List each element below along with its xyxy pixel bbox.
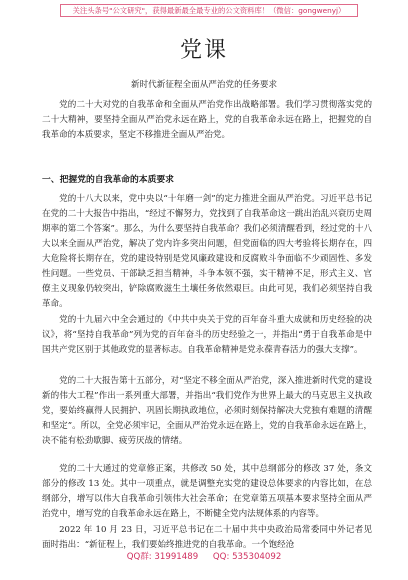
page-subtitle: 新时代新征程全面从严治党的任务要求 xyxy=(130,80,278,90)
paragraph-date: 2022 年 10 月 23 日，习近平总书记在二十届中共中央政治局常委同中外记者见面时指出：“新征程上，我们要始终推进党的自我革命。一个饱经沧 xyxy=(42,525,372,550)
paragraph-constitution: 党的二十大通过的党章修正案，共修改 50 处，其中总纲部分的修改 37 处，条文部分的修改 13 处。其中一项重点，就是调整充实党的建设总体要求的内容比如，在总纲部分，增写以伟大自我革命引领伟大社会革命；在党章第五项基本要求坚持全面从严治党中，增写党的自我革命永远在路上，不断健全党内法规体系的内容等。 xyxy=(42,464,372,519)
paragraph-self-revolution: 党的十八大以来，党中央以“十年磨一剑”的定力推进全面从严治党。习近平总书记在党的二十大报告中指出，“经过不懈努力，党找到了自我革命这一跳出治乱兴衰历史周期率的第二个答案”。那么，为什么要坚持自我革命？我们必须清醒看到，经过党的十八大以来全面从严治党，解决了党内许多突出问题，但党面临的四大考验将长期存在，四大危险将长期存在，党的建设特别是党风廉政建设和反腐败斗争面临不少顽固性、多发性问题。一些党员、干部缺乏担当精神，斗争本领不强，实干精神不足，形式主义、官僚主义现象仍较突出，铲除腐败滋生土壤任务依然艰巨。由此可见，我们必须坚持自我革命。 xyxy=(42,194,372,309)
promo-banner: 关注头条号"公文研究"，获得最新最全最专业的公文资料库！（微信：gongwenyj） xyxy=(60,4,358,17)
paragraph-resolution: 党的十九届六中全会通过的《中共中央关于党的百年奋斗重大成就和历史经验的决议》，将“坚持自我革命”列为党的百年奋斗的历史经验之一，并指出“勇于自我革命是中国共产党区别于其他政党的显著标志。自我革命精神是党永葆青春活力的强大支撑”。 xyxy=(42,315,372,355)
page-title: 党课 xyxy=(179,38,228,63)
paragraph-report: 党的二十大报告第十五部分，对“坚定不移全面从严治党，深入推进新时代党的建设新的伟大工程”作出一系列重大部署，并指出“我们党作为世界上最大的马克思主义执政党，要始终赢得人民拥护、巩固长期执政地位，必须时刻保持解决大党独有难题的清醒和坚定”。所以，全党必须牢记，全面从严治党永远在路上，党的自我革命永远在路上，决不能有松劲歇脚、疲劳厌战的情绪。 xyxy=(42,376,372,446)
footer-contact xyxy=(0,551,408,563)
footer-qq: QQ: 535304092 xyxy=(212,552,282,562)
section-heading: 一、把握党的自我革命的本质要求 xyxy=(42,175,174,185)
footer-qq-group: QQ群: 31991489 xyxy=(126,552,199,562)
paragraph-intro: 党的二十大对党的自我革命和全面从严治党作出战略部署。我们学习贯彻落实党的二十大精神，要坚持全面从严治党永远在路上，党的自我革命永远在路上，把握党的自我革命的本质要求，坚定不移推进全面从严治党。 xyxy=(42,100,372,140)
